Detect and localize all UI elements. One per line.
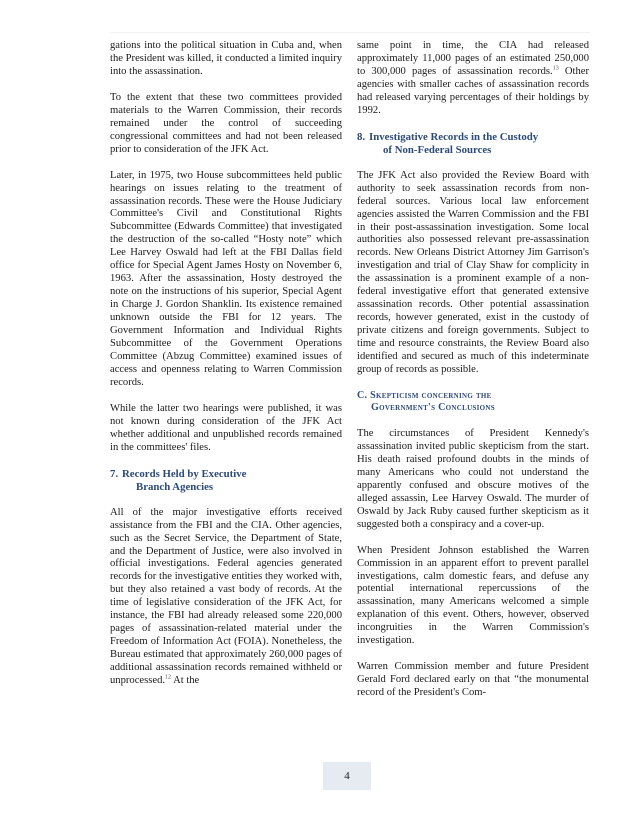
heading-line: Records Held by Executive xyxy=(122,467,247,480)
heading-line: Government's Conclusions xyxy=(371,402,495,414)
paragraph: The circumstances of President Kennedy's assassination invited public skepticism from the start. His death raised profound doubts in the minds of many Americans who could not understand the apparently confused and obscure motives of the alleged assassin, Lee Harvey Oswald. The murder of Oswald by Jack Ruby caused further skepticism as it suggested both a conspiracy and a cover-up. xyxy=(357,427,589,530)
heading-number: 8. xyxy=(357,130,366,143)
heading-line: C. Skepticism concerning the xyxy=(357,389,492,401)
paragraph-text: All of the major investigative efforts received assistance from the FBI and the CIA. Other agencies, such as the Secret Service, the Department of State, and the Department of Justice, were also involved in official investigations. Federal agencies generated records for the investigative entities they worked with, but they also retained a vast body of records. At the time of legislative consideration of the JFK Act, for instance, the FBI had already released some 220,000 pages of assassination-related material under the Freedom of Information Act (FOIA). Nonetheless, the Bureau estimated that approximately 260,000 pages of additional assassination records remained withheld or unprocessed. xyxy=(110,506,342,687)
top-rule xyxy=(110,32,590,33)
paragraph-text: Other agencies with smaller caches of assassination records had released varying percentages of their holdings by 1992. xyxy=(357,65,589,116)
section-heading-7 xyxy=(110,468,342,494)
page-number: 4 xyxy=(344,770,350,782)
paragraph xyxy=(110,507,342,688)
paragraph: Later, in 1975, two House subcommittees held public hearings on issues relating to the treatment of assassination records. These were the House Judiciary Committee's Civil and Constitutional Rights Subcommittee (Edwards Committee) that investigated the destruction of the so-called “Hosty note” which Lee Harvey Oswald had left at the FBI Dallas field office for Special Agent James Hosty on November 6, 1963. After the assassination, Hosty destroyed the note on the instructions of his superior, Special Agent in Charge J. Gordon Shanklin. Its existence remained unknown outside the FBI for 12 years. The Government Information and Individual Rights Subcommittee of the Government Operations Committee (Abzug Committee) examined issues of access and openness relating to Warren Commission records. xyxy=(110,169,342,388)
paragraph: While the latter two hearings were published, it was not known during consideration of the JFK Act whether additional and unpublished records remained in the committees' files. xyxy=(110,402,342,453)
paragraph-text: At the xyxy=(171,675,200,687)
heading-number: 7. xyxy=(110,467,119,480)
heading-line: Branch Agencies xyxy=(136,480,214,493)
paragraph xyxy=(357,40,589,118)
footnote-ref: 13 xyxy=(552,65,559,72)
right-column xyxy=(357,40,589,713)
heading-line: of Non-Federal Sources xyxy=(383,143,492,156)
page-footer xyxy=(323,762,371,790)
section-heading-c xyxy=(357,390,589,415)
footnote-ref: 12 xyxy=(165,674,172,681)
paragraph: When President Johnson established the Warren Commission in an apparent effort to prevent parallel investigations, calm domestic fears, and defuse any potential international repercussions of the assassination, many Americans welcomed a simple explanation of this event. Others, however, observed incongruities in the Warren Commission's investigation. xyxy=(357,544,589,647)
left-column xyxy=(110,40,342,701)
paragraph: The JFK Act also provided the Review Board with authority to seek assassination records from non-federal sources. Various local law enforcement agencies assisted the Warren Commission and the FBI in their post-assassination investigation. Some local authorities also possessed relevant pre-assassination records. New Orleans District Attorney Jim Garrison's investigation and trial of Clay Shaw for complicity in the assassination is a prominent example of a non-federal investigative effort that generated extensive assassination records. Other potential assassination records, however generated, exist in the custody of private citizens and foreign governments. Subject to time and resource constraints, the Review Board also identified and secured as much of this indeterminate group of records as possible. xyxy=(357,169,589,376)
paragraph: To the extent that these two committees provided materials to the Warren Commission, their records remained under the control of succeeding congressional committees and had not been released prior to consideration of the JFK Act. xyxy=(110,91,342,155)
section-heading-8 xyxy=(357,131,589,157)
paragraph: Warren Commission member and future President Gerald Ford declared early on that “the monumental record of the President's Com- xyxy=(357,661,589,699)
heading-line: Investigative Records in the Custody xyxy=(369,130,539,143)
paragraph-text: same point in time, the CIA had released approximately 11,000 pages of an estimated 250,000 to 300,000 pages of assassination records. xyxy=(357,40,589,77)
paragraph: gations into the political situation in Cuba and, when the President was killed, it conducted a limited inquiry into the assassination. xyxy=(110,40,342,77)
